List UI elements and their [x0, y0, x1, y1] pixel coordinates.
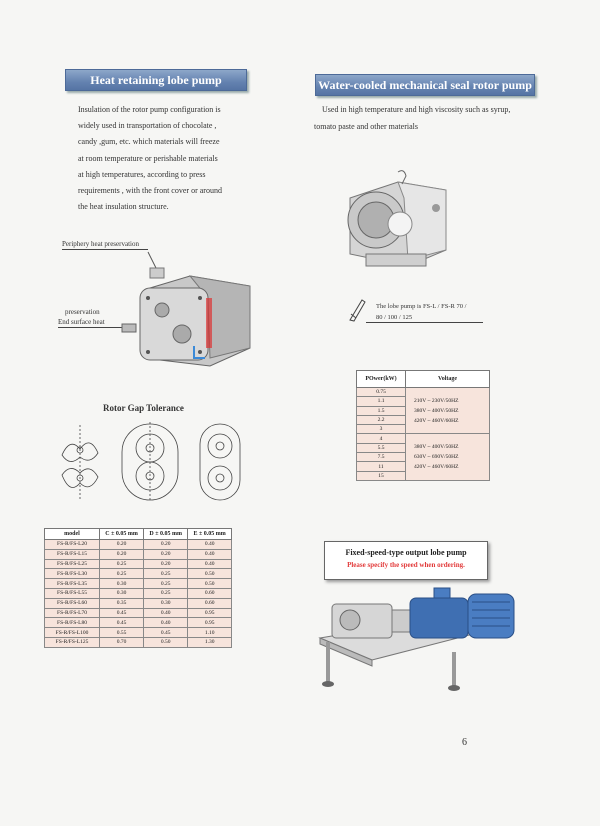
- model-cell: FS-R/FS-L25: [45, 559, 100, 569]
- desc-line: widely used in transportation of chocolate ,: [78, 121, 217, 131]
- voltage-line: 630V ~ 690V/50HZ: [414, 454, 459, 461]
- tolerance-cell: 0.40: [188, 559, 232, 569]
- tolerance-cell: 0.50: [188, 579, 232, 589]
- table-row: [45, 579, 232, 589]
- tolerance-cell: 0.95: [188, 618, 232, 628]
- fixed-speed-callout: [324, 541, 488, 580]
- col-e: E ± 0.05 mm: [188, 529, 232, 540]
- model-cell: FS-R/FS-L80: [45, 618, 100, 628]
- desc-line: requirements , with the front cover or around: [78, 186, 222, 196]
- water-cooled-pump-image: [338, 168, 458, 278]
- desc-line: candy ,gum, etc. which materials will freeze: [78, 137, 220, 147]
- page-number: 6: [462, 737, 467, 748]
- tolerance-cell: 0.70: [100, 637, 144, 647]
- tolerance-cell: 0.30: [100, 588, 144, 598]
- model-cell: FS-R/FS-L125: [45, 637, 100, 647]
- power-cell: 1.1: [357, 397, 406, 406]
- tolerance-cell: 0.20: [144, 540, 188, 550]
- note-underline: [366, 322, 483, 323]
- tolerance-cell: 0.40: [144, 618, 188, 628]
- voltage-cell: [406, 434, 490, 480]
- tolerance-cell: 0.20: [100, 549, 144, 559]
- desc-line: the heat insulation structure.: [78, 202, 169, 212]
- table-row: [45, 540, 232, 550]
- tolerance-cell: 0.35: [100, 598, 144, 608]
- col-power: POwer(kW): [357, 371, 406, 388]
- table-row: [45, 618, 232, 628]
- tolerance-cell: 0.25: [144, 588, 188, 598]
- heat-retaining-pump-image: [110, 248, 260, 380]
- desc-line: at room temperature or perishable materials: [78, 153, 218, 163]
- power-cell: 3: [357, 425, 406, 434]
- tolerance-table: [44, 528, 232, 648]
- tolerance-cell: 0.30: [100, 579, 144, 589]
- tolerance-cell: 0.25: [100, 569, 144, 579]
- voltage-line: 380V ~ 400V/50HZ: [414, 407, 459, 414]
- table-row: [45, 608, 232, 618]
- water-cooled-description: [314, 102, 554, 135]
- power-cell: 7.5: [357, 453, 406, 462]
- heat-retaining-title: Heat retaining lobe pump: [65, 69, 247, 91]
- tolerance-cell: 0.55: [100, 628, 144, 638]
- table-row: [45, 588, 232, 598]
- model-cell: FS-R/FS-L100: [45, 628, 100, 638]
- power-cell: 1.5: [357, 406, 406, 415]
- tolerance-cell: 0.20: [144, 549, 188, 559]
- tolerance-cell: 0.40: [188, 549, 232, 559]
- rotor-gap-title: Rotor Gap Tolerance: [103, 403, 184, 413]
- tolerance-cell: 0.40: [144, 608, 188, 618]
- table-row: [45, 549, 232, 559]
- tolerance-cell: 0.30: [144, 598, 188, 608]
- table-row: [45, 628, 232, 638]
- rotor-gap-diagram: [52, 420, 247, 505]
- tolerance-cell: 0.45: [100, 608, 144, 618]
- tolerance-cell: 0.50: [188, 569, 232, 579]
- fixed-speed-title: Fixed-speed-type output lobe pump: [345, 548, 467, 557]
- table-row: [45, 569, 232, 579]
- periphery-label: Periphery heat preservation: [62, 240, 139, 248]
- tolerance-cell: 0.25: [144, 579, 188, 589]
- lobe-pump-note-2: 80 / 100 / 125: [376, 314, 413, 321]
- power-cell: 2.2: [357, 415, 406, 424]
- desc-line: tomato paste and other materials: [314, 121, 418, 131]
- power-cell: 11: [357, 462, 406, 471]
- model-cell: FS-R/FS-L60: [45, 598, 100, 608]
- tolerance-table-body: [45, 540, 232, 648]
- col-voltage: Voltage: [406, 371, 490, 388]
- voltage-line: 420V ~ 460V/60HZ: [414, 464, 459, 471]
- tolerance-cell: 0.20: [100, 540, 144, 550]
- model-cell: FS-R/FS-L20: [45, 540, 100, 550]
- end-surface-label: End surface heat: [58, 318, 105, 326]
- model-cell: FS-R/FS-L30: [45, 569, 100, 579]
- power-cell: 4: [357, 434, 406, 443]
- tolerance-cell: 1.30: [188, 637, 232, 647]
- voltage-line: 380V ~ 400V/50HZ: [414, 444, 459, 451]
- tolerance-cell: 0.95: [188, 608, 232, 618]
- desc-line: Used in high temperature and high viscosity such as syrup,: [322, 105, 511, 114]
- pen-icon: [348, 296, 366, 322]
- lobe-pump-note-1: The lobe pump is FS-L / FS-R 70 /: [376, 303, 467, 310]
- tolerance-cell: 0.50: [144, 637, 188, 647]
- power-voltage-table: [356, 370, 490, 481]
- col-c: C ± 0.05 mm: [100, 529, 144, 540]
- power-cell: 5.5: [357, 443, 406, 452]
- power-table-body: [357, 388, 490, 481]
- tolerance-cell: 1.10: [188, 628, 232, 638]
- power-cell: 15: [357, 471, 406, 480]
- tolerance-cell: 0.25: [100, 559, 144, 569]
- tolerance-cell: 0.25: [144, 569, 188, 579]
- table-row: [45, 637, 232, 647]
- tolerance-cell: 0.40: [188, 540, 232, 550]
- table-row: [45, 559, 232, 569]
- power-cell: 0.75: [357, 388, 406, 397]
- col-d: D ± 0.05 mm: [144, 529, 188, 540]
- desc-line: Insulation of the rotor pump configuration is: [78, 105, 221, 114]
- preservation-label: preservation: [65, 308, 100, 316]
- tolerance-cell: 0.45: [100, 618, 144, 628]
- voltage-line: 420V ~ 460V/60HZ: [414, 417, 459, 424]
- tolerance-cell: 0.20: [144, 559, 188, 569]
- model-cell: FS-R/FS-L15: [45, 549, 100, 559]
- table-row: [45, 598, 232, 608]
- tolerance-cell: 0.45: [144, 628, 188, 638]
- heat-retaining-description: [78, 102, 258, 215]
- tolerance-cell: 0.60: [188, 588, 232, 598]
- water-cooled-title: Water-cooled mechanical seal rotor pump: [315, 74, 535, 96]
- table-row: [357, 434, 490, 443]
- model-cell: FS-R/FS-L55: [45, 588, 100, 598]
- model-cell: FS-R/FS-L70: [45, 608, 100, 618]
- col-model: model: [45, 529, 100, 540]
- voltage-cell: [406, 388, 490, 434]
- fixed-speed-pump-image: [312, 584, 522, 696]
- model-cell: FS-R/FS-L35: [45, 579, 100, 589]
- desc-line: at high temperatures, according to press: [78, 169, 206, 179]
- table-row: [357, 388, 490, 397]
- fixed-speed-subtitle: Please specify the speed when ordering.: [347, 561, 465, 569]
- voltage-line: 210V ~ 230V/50HZ: [414, 397, 459, 404]
- tolerance-cell: 0.60: [188, 598, 232, 608]
